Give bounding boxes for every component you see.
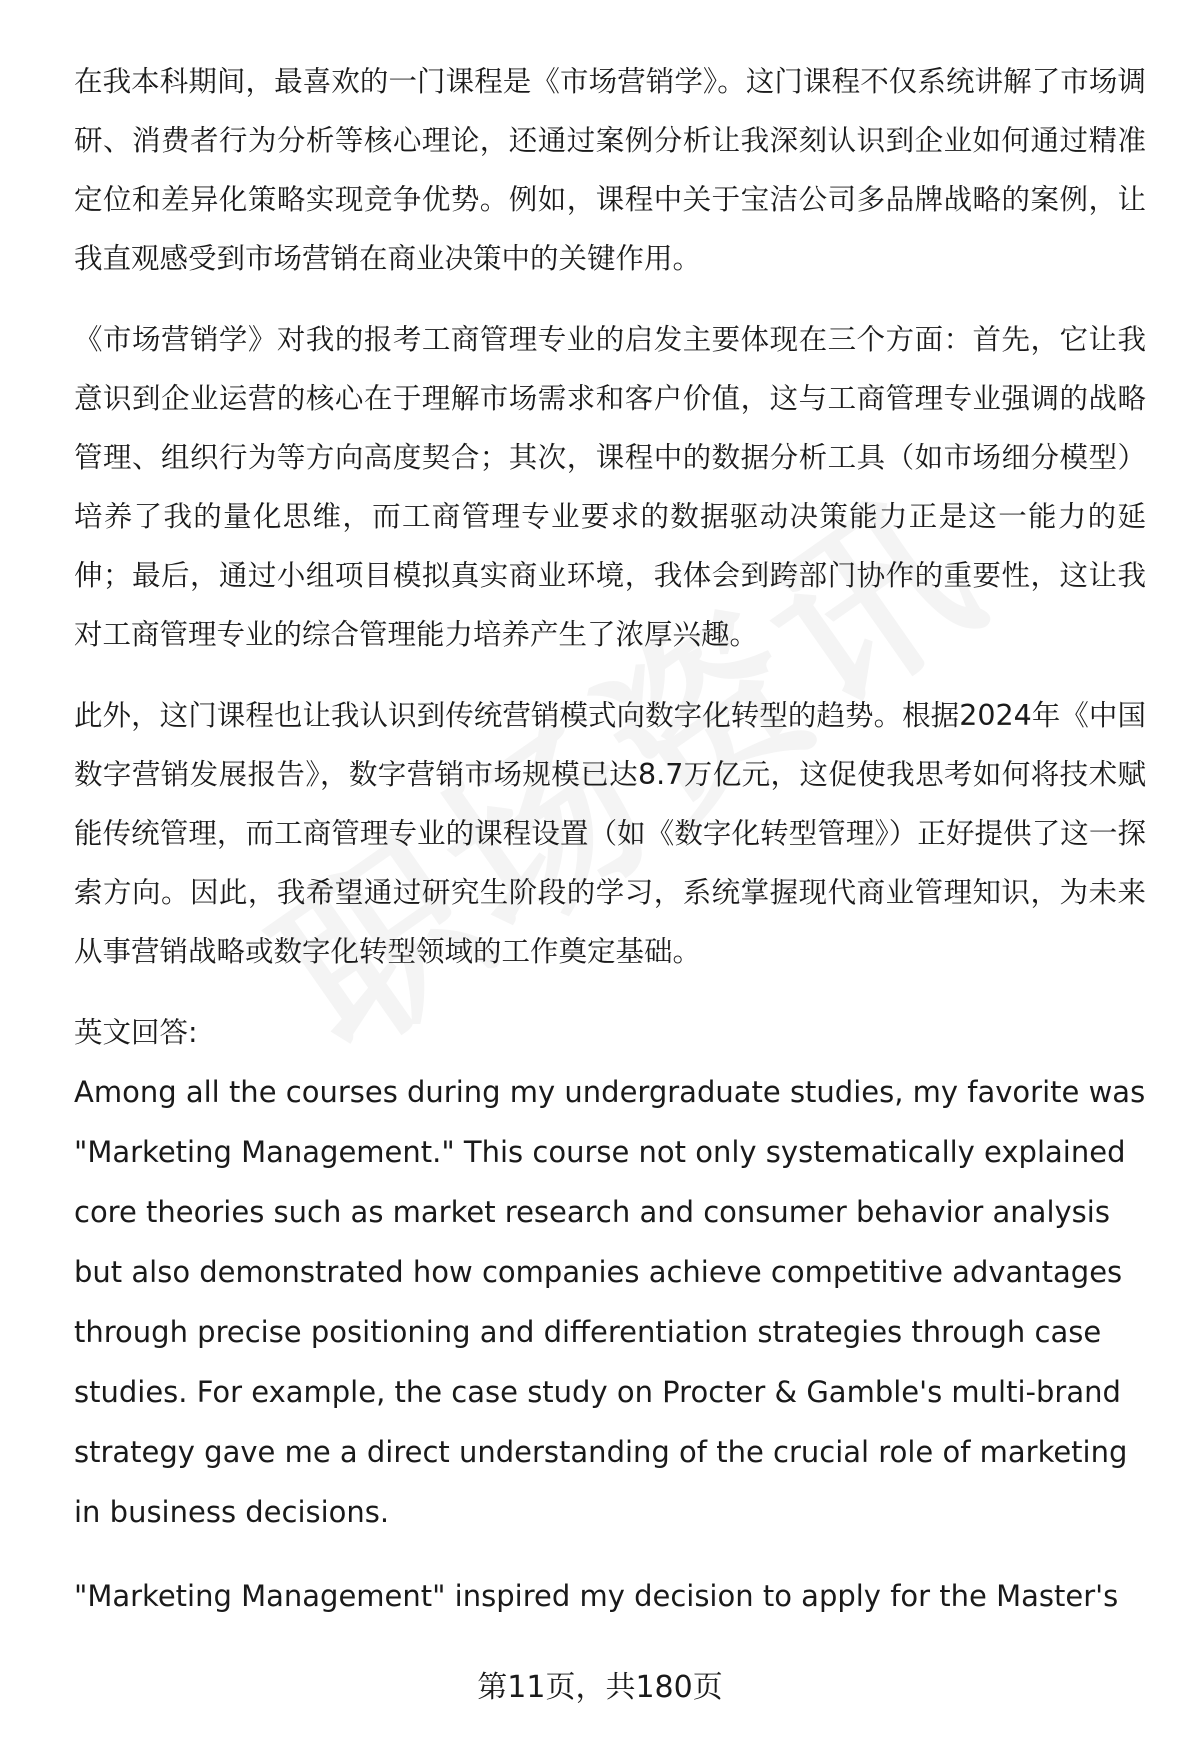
paragraph-cn-1: 在我本科期间，最喜欢的一门课程是《市场营销学》。这门课程不仅系统讲解了市场调研、消费者行为分析等核心理论，还通过案例分析让我深刻认识到企业如何通过精准定位和差异化策略实现竞争优势。例如，课程中关于宝洁公司多品牌战略的案例，让我直观感受到市场营销在商业决策中的关键作用。 <box>74 65 1146 275</box>
english-answer-label: 英文回答: <box>74 1016 198 1049</box>
paragraph-en-2: "Marketing Management" inspired my decision to apply for the Master's <box>74 1579 1119 1613</box>
page-number: 第11页，共180页 <box>477 1670 723 1705</box>
paragraph-cn-3: 此外，这门课程也让我认识到传统营销模式向数字化转型的趋势。根据2024年《中国数字营销发展报告》，数字营销市场规模已达8.7万亿元，这促使我思考如何将技术赋能传统管理，而工商管理专业的课程设置（如《数字化转型管理》）正好提供了这一探索方向。因此，我希望通过研究生阶段的学习，系统掌握现代商业管理知识，为未来从事营销战略或数字化转型领域的工作奠定基础。 <box>74 699 1146 968</box>
document-body <box>74 52 1146 1626</box>
paragraph-en-1: Among all the courses during my undergraduate studies, my favorite was "Marketing Management." This course not only systematically explained core theories such as market research and consumer behavior analysis but also demonstrated how companies achieve competitive advantages through precise positioning and differentiation strategies through case studies. For example, the case study on Procter & Gamble's multi-brand strategy gave me a direct understanding of the crucial role of marketing in business decisions. <box>74 1075 1146 1529</box>
paragraph-cn-2: 《市场营销学》对我的报考工商管理专业的启发主要体现在三个方面：首先，它让我意识到企业运营的核心在于理解市场需求和客户价值，这与工商管理专业强调的战略管理、组织行为等方向高度契合；其次，课程中的数据分析工具（如市场细分模型）培养了我的量化思维，而工商管理专业要求的数据驱动决策能力正是这一能力的延伸；最后，通过小组项目模拟真实商业环境，我体会到跨部门协作的重要性，这让我对工商管理专业的综合管理能力培养产生了浓厚兴趣。 <box>74 323 1146 651</box>
